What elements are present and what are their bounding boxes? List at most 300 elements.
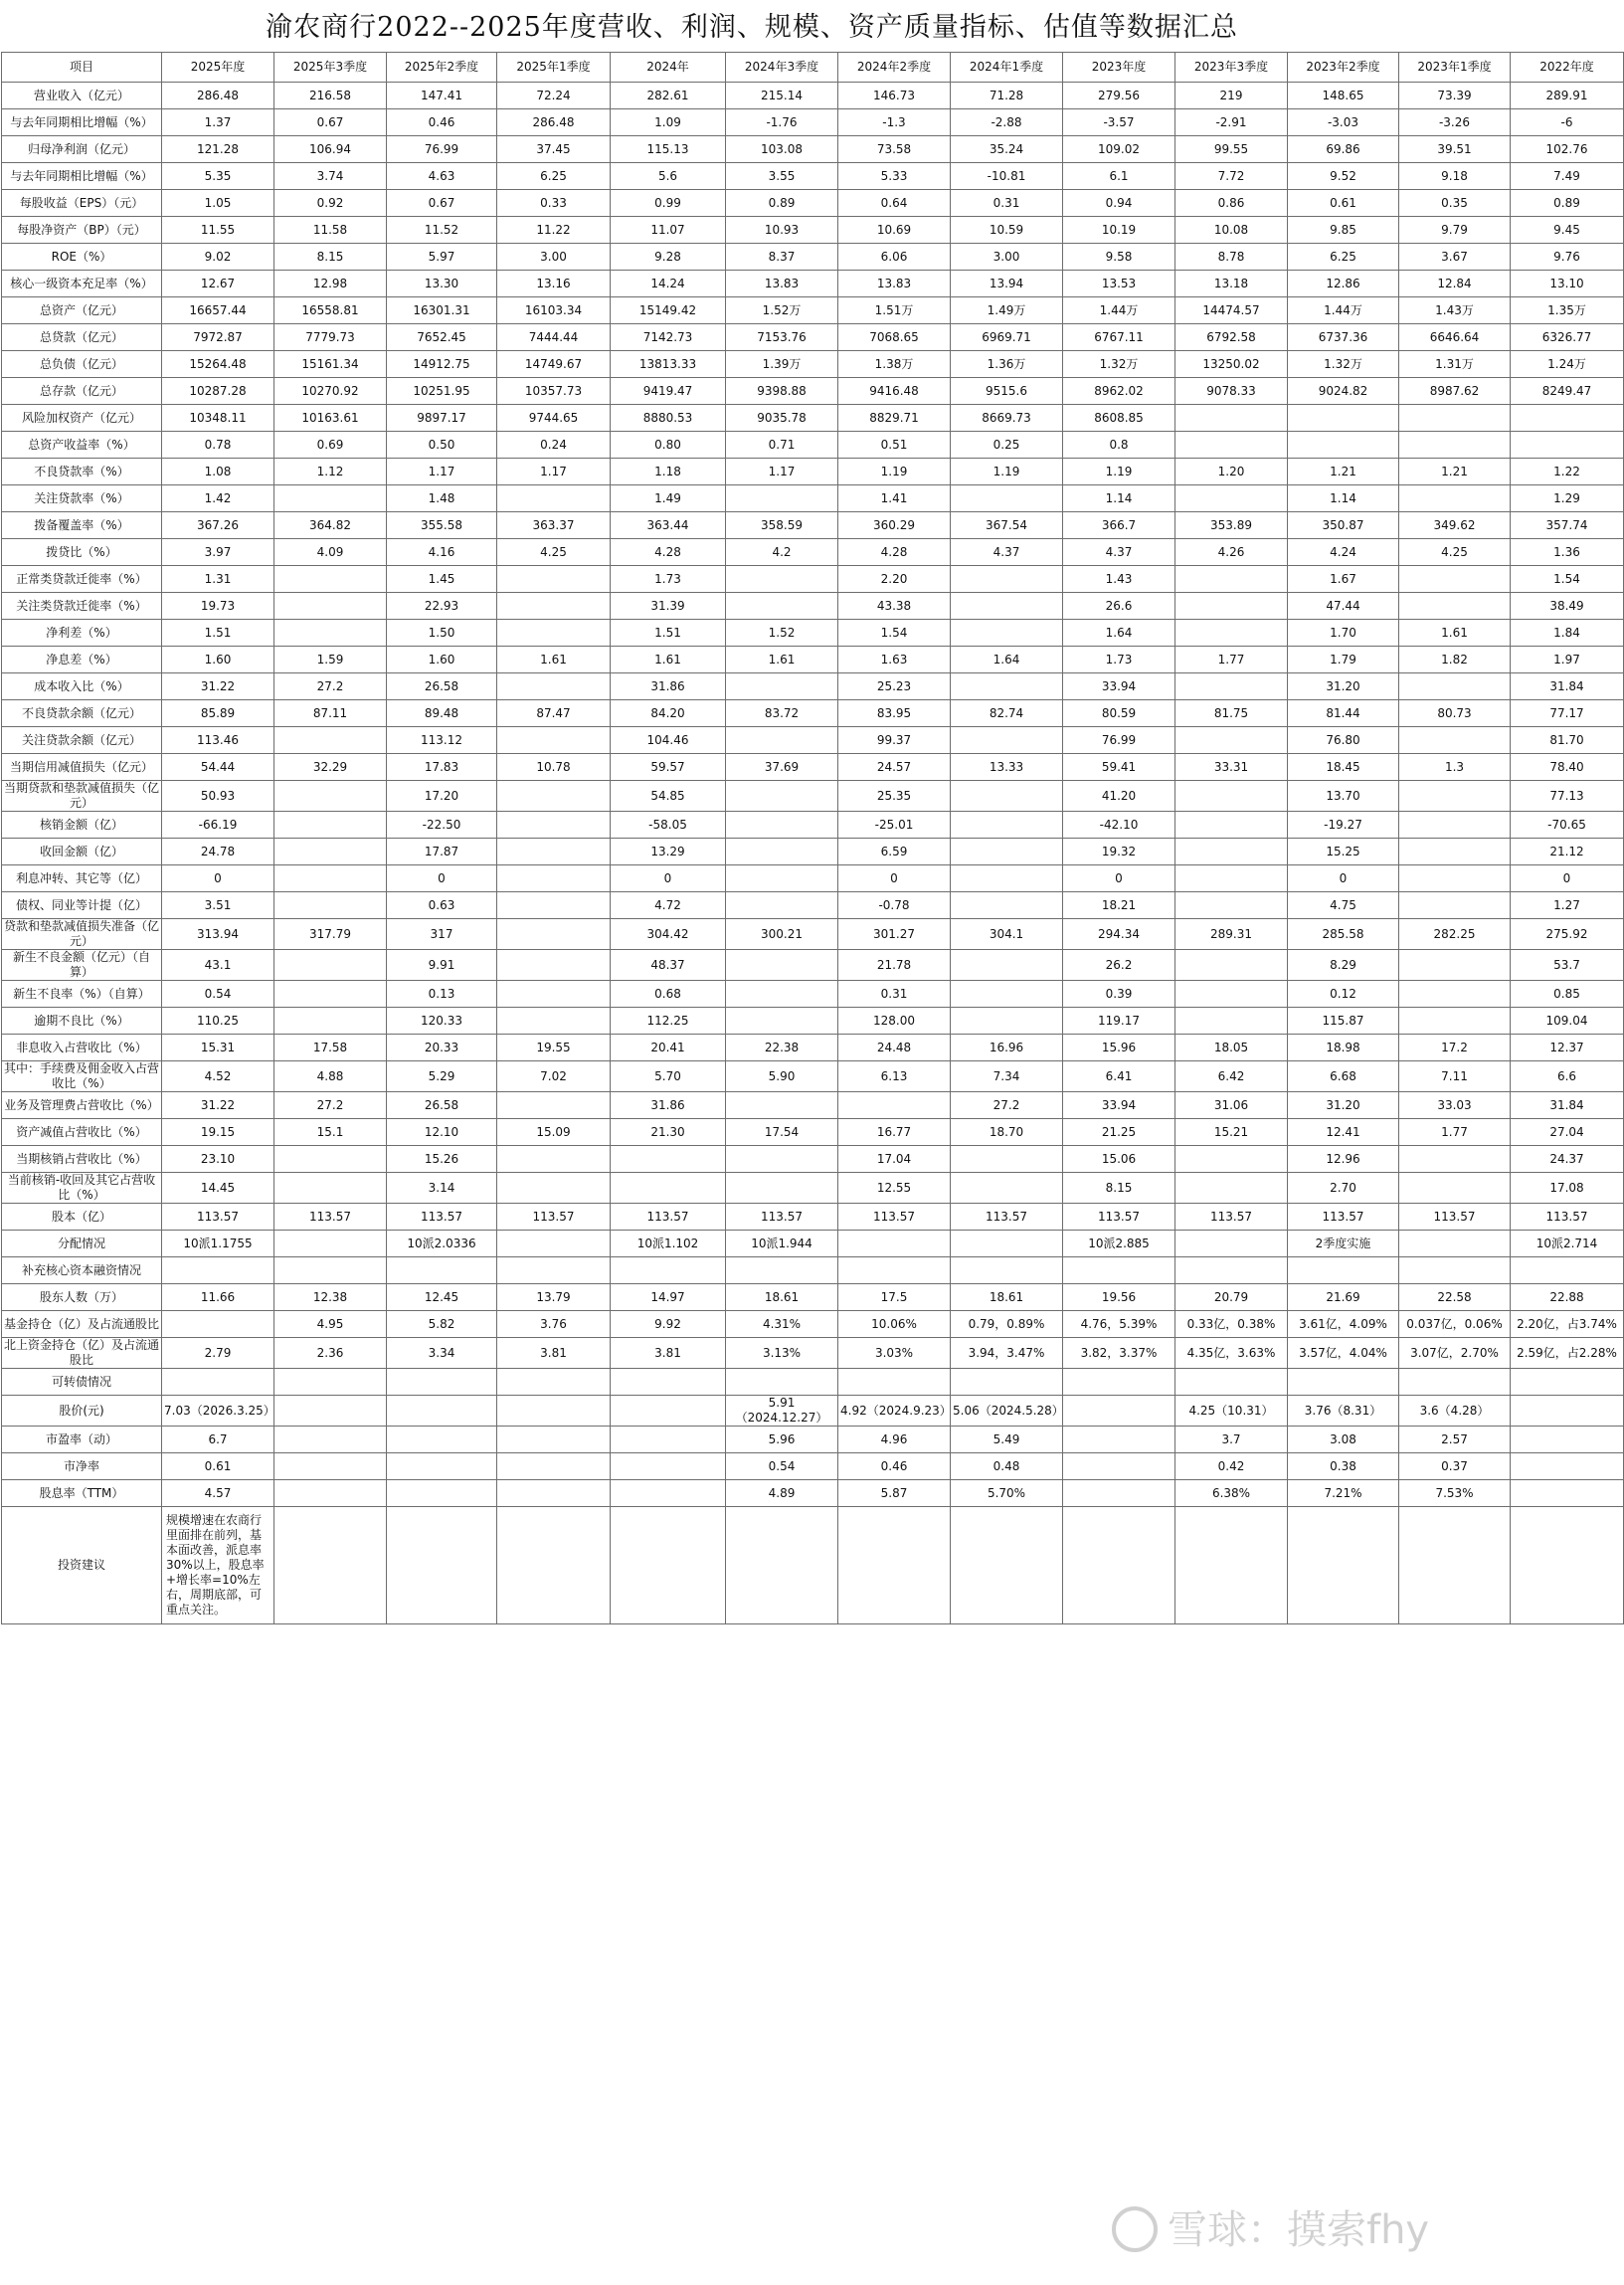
table-cell: 1.52万 <box>726 297 838 324</box>
table-cell <box>497 727 611 754</box>
table-cell: 6.42 <box>1175 1061 1288 1092</box>
table-cell: 113.57 <box>1288 1204 1399 1231</box>
table-cell: 10.06% <box>838 1311 951 1338</box>
table-row <box>2 512 1624 539</box>
table-cell <box>726 950 838 981</box>
table-cell: 35.24 <box>951 136 1063 163</box>
table-cell: 1.14 <box>1288 485 1399 512</box>
table-row <box>2 83 1624 109</box>
table-row <box>2 459 1624 485</box>
table-cell: 10357.73 <box>497 378 611 405</box>
table-cell: 5.97 <box>387 244 497 271</box>
table-cell: 12.37 <box>1511 1035 1624 1061</box>
table-cell: 13.30 <box>387 271 497 297</box>
table-cell: 367.26 <box>162 512 274 539</box>
table-cell: 301.27 <box>838 919 951 950</box>
table-cell: 82.74 <box>951 700 1063 727</box>
table-cell <box>274 1231 387 1257</box>
row-label: 拨备覆盖率（%） <box>2 512 162 539</box>
table-cell: 31.20 <box>1288 673 1399 700</box>
table-cell: 17.58 <box>274 1035 387 1061</box>
row-label: 市盈率（动） <box>2 1427 162 1453</box>
table-cell: 8962.02 <box>1063 378 1175 405</box>
table-cell: 26.58 <box>387 673 497 700</box>
table-cell: 54.85 <box>611 781 726 812</box>
table-cell <box>497 1146 611 1173</box>
table-cell: 12.84 <box>1399 271 1511 297</box>
row-label: 股价(元) <box>2 1396 162 1427</box>
table-cell: 5.06（2024.5.28） <box>951 1396 1063 1427</box>
table-cell: 17.5 <box>838 1284 951 1311</box>
table-cell: 0.67 <box>274 109 387 136</box>
table-cell <box>274 566 387 593</box>
table-cell: 0 <box>611 865 726 892</box>
table-cell: 10.59 <box>951 217 1063 244</box>
table-cell: 1.61 <box>726 647 838 673</box>
table-cell: 6.59 <box>838 839 951 865</box>
column-header: 2023年1季度 <box>1399 53 1511 83</box>
table-row <box>2 1035 1624 1061</box>
row-label: 新生不良率（%）（自算） <box>2 981 162 1008</box>
table-cell: 7.11 <box>1399 1061 1511 1092</box>
table-cell: 9.45 <box>1511 217 1624 244</box>
table-row <box>2 839 1624 865</box>
table-cell <box>1175 727 1288 754</box>
table-cell: 7.02 <box>497 1061 611 1092</box>
table-cell <box>497 1231 611 1257</box>
table-cell: 128.00 <box>838 1008 951 1035</box>
table-cell <box>1175 485 1288 512</box>
table-cell: 102.76 <box>1511 136 1624 163</box>
row-label: 净利差（%） <box>2 620 162 647</box>
table-cell <box>726 839 838 865</box>
table-cell: 13.83 <box>838 271 951 297</box>
table-row <box>2 378 1624 405</box>
table-cell: 0.67 <box>387 190 497 217</box>
table-cell: 0.71 <box>726 432 838 459</box>
column-header: 2024年1季度 <box>951 53 1063 83</box>
table-cell: 83.95 <box>838 700 951 727</box>
table-cell <box>274 781 387 812</box>
table-cell: 300.21 <box>726 919 838 950</box>
table-cell: 18.45 <box>1288 754 1399 781</box>
table-cell <box>274 727 387 754</box>
table-cell <box>611 1257 726 1284</box>
table-cell: 99.55 <box>1175 136 1288 163</box>
table-cell: 18.70 <box>951 1119 1063 1146</box>
table-cell: 4.75 <box>1288 892 1399 919</box>
table-cell <box>1175 950 1288 981</box>
table-cell <box>1399 1146 1511 1173</box>
table-cell: 76.99 <box>387 136 497 163</box>
table-cell <box>1399 1231 1511 1257</box>
table-cell: 4.63 <box>387 163 497 190</box>
table-cell: 4.52 <box>162 1061 274 1092</box>
table-cell: 5.90 <box>726 1061 838 1092</box>
table-cell <box>497 1427 611 1453</box>
table-cell: 4.25 <box>1399 539 1511 566</box>
row-label: 总负债（亿元） <box>2 351 162 378</box>
table-cell: 6767.11 <box>1063 324 1175 351</box>
table-cell: 119.17 <box>1063 1008 1175 1035</box>
table-cell: 0.46 <box>838 1453 951 1480</box>
table-cell: 3.76（8.31） <box>1288 1396 1399 1427</box>
table-cell: 1.84 <box>1511 620 1624 647</box>
table-cell: 289.91 <box>1511 83 1624 109</box>
table-cell: 14.97 <box>611 1284 726 1311</box>
table-cell: 71.28 <box>951 83 1063 109</box>
table-cell: 5.49 <box>951 1427 1063 1453</box>
table-cell: 4.35亿，3.63% <box>1175 1338 1288 1369</box>
table-cell: 0.89 <box>726 190 838 217</box>
table-cell: 4.89 <box>726 1480 838 1507</box>
table-cell: 0 <box>1288 865 1399 892</box>
table-cell: -42.10 <box>1063 812 1175 839</box>
table-cell: 113.57 <box>1399 1204 1511 1231</box>
table-cell: 0.54 <box>726 1453 838 1480</box>
table-cell <box>951 812 1063 839</box>
table-cell: 1.31 <box>162 566 274 593</box>
table-cell: -2.91 <box>1175 109 1288 136</box>
table-cell: 1.61 <box>1399 620 1511 647</box>
table-cell: 1.37 <box>162 109 274 136</box>
table-cell <box>726 865 838 892</box>
table-cell <box>1063 1480 1175 1507</box>
table-cell: 1.60 <box>387 647 497 673</box>
table-cell: 1.19 <box>838 459 951 485</box>
table-cell: 4.28 <box>838 539 951 566</box>
table-cell <box>274 1480 387 1507</box>
table-cell: 113.57 <box>1511 1204 1624 1231</box>
table-cell: 33.31 <box>1175 754 1288 781</box>
table-cell: -3.03 <box>1288 109 1399 136</box>
table-cell: 7779.73 <box>274 324 387 351</box>
column-header: 2025年度 <box>162 53 274 83</box>
table-cell <box>726 593 838 620</box>
table-cell <box>951 865 1063 892</box>
table-cell: 350.87 <box>1288 512 1399 539</box>
table-cell <box>1175 1257 1288 1284</box>
table-cell: 113.57 <box>497 1204 611 1231</box>
snowball-logo-icon <box>1112 2206 1158 2252</box>
table-cell <box>497 1480 611 1507</box>
table-cell: 19.15 <box>162 1119 274 1146</box>
table-cell: 7.34 <box>951 1061 1063 1092</box>
table-cell: 0 <box>838 865 951 892</box>
table-cell: 7444.44 <box>497 324 611 351</box>
table-cell <box>387 1453 497 1480</box>
table-cell <box>274 1008 387 1035</box>
table-cell: 0.42 <box>1175 1453 1288 1480</box>
table-cell: 1.60 <box>162 647 274 673</box>
row-label: 可转债情况 <box>2 1369 162 1396</box>
table-row <box>2 1204 1624 1231</box>
table-cell <box>838 1231 951 1257</box>
column-header: 项目 <box>2 53 162 83</box>
table-cell: 104.46 <box>611 727 726 754</box>
table-cell <box>274 812 387 839</box>
table-cell: 3.07亿，2.70% <box>1399 1338 1511 1369</box>
table-cell: 0.39 <box>1063 981 1175 1008</box>
row-label: 核销金额（亿） <box>2 812 162 839</box>
table-cell: 282.61 <box>611 83 726 109</box>
table-cell: 7.21% <box>1288 1480 1399 1507</box>
table-cell <box>274 1257 387 1284</box>
table-cell: 4.24 <box>1288 539 1399 566</box>
table-cell: 7972.87 <box>162 324 274 351</box>
table-cell: 0 <box>1511 865 1624 892</box>
table-cell: 3.13% <box>726 1338 838 1369</box>
table-cell: 16.96 <box>951 1035 1063 1061</box>
table-cell: 6.06 <box>838 244 951 271</box>
table-cell: 0.33 <box>497 190 611 217</box>
table-cell: 12.38 <box>274 1284 387 1311</box>
table-cell: 0.25 <box>951 432 1063 459</box>
table-cell: 1.36万 <box>951 351 1063 378</box>
table-cell: 12.98 <box>274 271 387 297</box>
table-row <box>2 1146 1624 1173</box>
table-cell: 0.61 <box>162 1453 274 1480</box>
table-row <box>2 217 1624 244</box>
table-cell: 13250.02 <box>1175 351 1288 378</box>
table-cell: 148.65 <box>1288 83 1399 109</box>
table-cell: 6737.36 <box>1288 324 1399 351</box>
table-cell: 19.73 <box>162 593 274 620</box>
table-cell: 0.31 <box>951 190 1063 217</box>
table-cell: -10.81 <box>951 163 1063 190</box>
row-label: 当期信用减值损失（亿元） <box>2 754 162 781</box>
table-cell: 17.83 <box>387 754 497 781</box>
table-cell: 9.92 <box>611 1311 726 1338</box>
table-cell: 363.44 <box>611 512 726 539</box>
table-cell: 349.62 <box>1399 512 1511 539</box>
table-cell: 0.80 <box>611 432 726 459</box>
row-label: 收回金额（亿） <box>2 839 162 865</box>
table-cell <box>1288 1507 1399 1624</box>
table-cell: 0.37 <box>1399 1453 1511 1480</box>
row-label: ROE（%） <box>2 244 162 271</box>
table-cell <box>951 593 1063 620</box>
table-cell <box>497 485 611 512</box>
table-cell: 1.42 <box>162 485 274 512</box>
table-cell: 85.89 <box>162 700 274 727</box>
table-cell: 76.99 <box>1063 727 1175 754</box>
table-cell: 19.56 <box>1063 1284 1175 1311</box>
table-cell: 15264.48 <box>162 351 274 378</box>
table-cell: 16558.81 <box>274 297 387 324</box>
table-cell: 1.21 <box>1399 459 1511 485</box>
investment-advice: 规模增速在农商行里面排在前列，基本面改善，派息率30%以上，股息率+增长率=10%左右，周期底部，可重点关注。 <box>162 1507 274 1624</box>
table-cell: 77.13 <box>1511 781 1624 812</box>
table-cell: 3.6（4.28） <box>1399 1396 1511 1427</box>
table-cell: 7.03（2026.3.25） <box>162 1396 274 1427</box>
table-cell: 1.08 <box>162 459 274 485</box>
table-cell: 6969.71 <box>951 324 1063 351</box>
table-cell: -19.27 <box>1288 812 1399 839</box>
table-row <box>2 1507 1624 1624</box>
table-cell: 37.45 <box>497 136 611 163</box>
table-cell: 289.31 <box>1175 919 1288 950</box>
table-cell: -66.19 <box>162 812 274 839</box>
table-cell: 13.53 <box>1063 271 1175 297</box>
table-cell <box>274 620 387 647</box>
table-cell: 6326.77 <box>1511 324 1624 351</box>
table-cell: 1.43 <box>1063 566 1175 593</box>
table-cell: 18.61 <box>951 1284 1063 1311</box>
table-cell: -58.05 <box>611 812 726 839</box>
table-cell <box>1175 1231 1288 1257</box>
table-cell: 8987.62 <box>1399 378 1511 405</box>
table-cell: 14.45 <box>162 1173 274 1204</box>
row-label: 正常类贷款迁徙率（%） <box>2 566 162 593</box>
table-row <box>2 271 1624 297</box>
table-cell <box>1175 1008 1288 1035</box>
table-cell: 4.76，5.39% <box>1063 1311 1175 1338</box>
table-row <box>2 950 1624 981</box>
table-cell: 121.28 <box>162 136 274 163</box>
table-cell: 9.79 <box>1399 217 1511 244</box>
table-cell: 5.96 <box>726 1427 838 1453</box>
table-cell <box>1511 1427 1624 1453</box>
table-row <box>2 700 1624 727</box>
table-cell: 8829.71 <box>838 405 951 432</box>
table-cell: 6.13 <box>838 1061 951 1092</box>
table-cell: 355.58 <box>387 512 497 539</box>
table-cell: 1.63 <box>838 647 951 673</box>
table-cell: 77.17 <box>1511 700 1624 727</box>
table-cell: 113.57 <box>387 1204 497 1231</box>
table-cell: 9.85 <box>1288 217 1399 244</box>
table-cell: 18.61 <box>726 1284 838 1311</box>
table-cell: 1.59 <box>274 647 387 673</box>
table-cell: 9419.47 <box>611 378 726 405</box>
table-cell: 5.87 <box>838 1480 951 1507</box>
table-cell: 294.34 <box>1063 919 1175 950</box>
table-cell <box>1063 1453 1175 1480</box>
table-cell: 18.05 <box>1175 1035 1288 1061</box>
table-cell: 19.55 <box>497 1035 611 1061</box>
table-cell: 110.25 <box>162 1008 274 1035</box>
table-cell: 4.09 <box>274 539 387 566</box>
table-cell: 39.51 <box>1399 136 1511 163</box>
table-cell: 147.41 <box>387 83 497 109</box>
table-row <box>2 1338 1624 1369</box>
table-cell: 3.03% <box>838 1338 951 1369</box>
table-cell: 3.55 <box>726 163 838 190</box>
table-cell <box>497 781 611 812</box>
table-row <box>2 1173 1624 1204</box>
table-cell: 83.72 <box>726 700 838 727</box>
table-cell: 219 <box>1175 83 1288 109</box>
table-cell: 279.56 <box>1063 83 1175 109</box>
table-cell <box>1511 1369 1624 1396</box>
table-cell: 31.06 <box>1175 1092 1288 1119</box>
table-cell: 87.47 <box>497 700 611 727</box>
table-cell: 3.57亿，4.04% <box>1288 1338 1399 1369</box>
table-cell: 99.37 <box>838 727 951 754</box>
table-cell: 115.87 <box>1288 1008 1399 1035</box>
table-cell: 9897.17 <box>387 405 497 432</box>
table-cell: 20.41 <box>611 1035 726 1061</box>
table-cell <box>274 839 387 865</box>
table-cell <box>838 1507 951 1624</box>
table-row <box>2 1008 1624 1035</box>
table-cell: 10派2.714 <box>1511 1231 1624 1257</box>
table-cell: 1.49 <box>611 485 726 512</box>
table-cell <box>497 981 611 1008</box>
table-cell <box>726 1092 838 1119</box>
table-cell <box>1399 593 1511 620</box>
table-cell <box>1399 812 1511 839</box>
table-cell: 115.13 <box>611 136 726 163</box>
table-cell <box>1175 981 1288 1008</box>
table-cell: 13.16 <box>497 271 611 297</box>
table-cell: 15.26 <box>387 1146 497 1173</box>
row-label: 每股净资产（BP）（元） <box>2 217 162 244</box>
table-cell: 358.59 <box>726 512 838 539</box>
table-cell <box>726 1257 838 1284</box>
table-cell <box>726 1008 838 1035</box>
table-cell: 0.92 <box>274 190 387 217</box>
table-cell: 9024.82 <box>1288 378 1399 405</box>
table-cell <box>611 1146 726 1173</box>
table-cell <box>726 781 838 812</box>
table-cell <box>951 1173 1063 1204</box>
table-cell: 112.25 <box>611 1008 726 1035</box>
table-cell: 9.58 <box>1063 244 1175 271</box>
table-cell: -70.65 <box>1511 812 1624 839</box>
table-cell <box>497 892 611 919</box>
table-cell <box>274 865 387 892</box>
table-cell: 10.78 <box>497 754 611 781</box>
table-cell: 1.44万 <box>1288 297 1399 324</box>
table-cell: 12.55 <box>838 1173 951 1204</box>
table-cell: 22.93 <box>387 593 497 620</box>
table-cell: 33.94 <box>1063 673 1175 700</box>
table-cell <box>1175 1369 1288 1396</box>
table-cell: 3.61亿，4.09% <box>1288 1311 1399 1338</box>
table-cell: 33.03 <box>1399 1092 1511 1119</box>
row-label: 债权、同业等计提（亿） <box>2 892 162 919</box>
table-cell <box>497 1453 611 1480</box>
table-cell: 17.54 <box>726 1119 838 1146</box>
table-cell: 0 <box>387 865 497 892</box>
table-cell: 10.93 <box>726 217 838 244</box>
row-label: 总资产收益率（%） <box>2 432 162 459</box>
row-label: 拨贷比（%） <box>2 539 162 566</box>
table-cell <box>1399 781 1511 812</box>
table-cell <box>497 673 611 700</box>
table-cell: 4.31% <box>726 1311 838 1338</box>
table-cell: 13.94 <box>951 271 1063 297</box>
table-cell: 47.44 <box>1288 593 1399 620</box>
table-cell: 1.64 <box>1063 620 1175 647</box>
table-row <box>2 1119 1624 1146</box>
table-cell: 4.95 <box>274 1311 387 1338</box>
table-cell <box>162 1311 274 1338</box>
table-cell: 17.87 <box>387 839 497 865</box>
column-header: 2023年2季度 <box>1288 53 1399 83</box>
table-cell: 27.04 <box>1511 1119 1624 1146</box>
table-cell: 113.57 <box>274 1204 387 1231</box>
table-cell: 1.61 <box>497 647 611 673</box>
table-row <box>2 865 1624 892</box>
table-cell <box>951 485 1063 512</box>
table-cell: 366.7 <box>1063 512 1175 539</box>
table-cell: 1.51 <box>611 620 726 647</box>
table-row <box>2 1311 1624 1338</box>
table-row <box>2 244 1624 271</box>
